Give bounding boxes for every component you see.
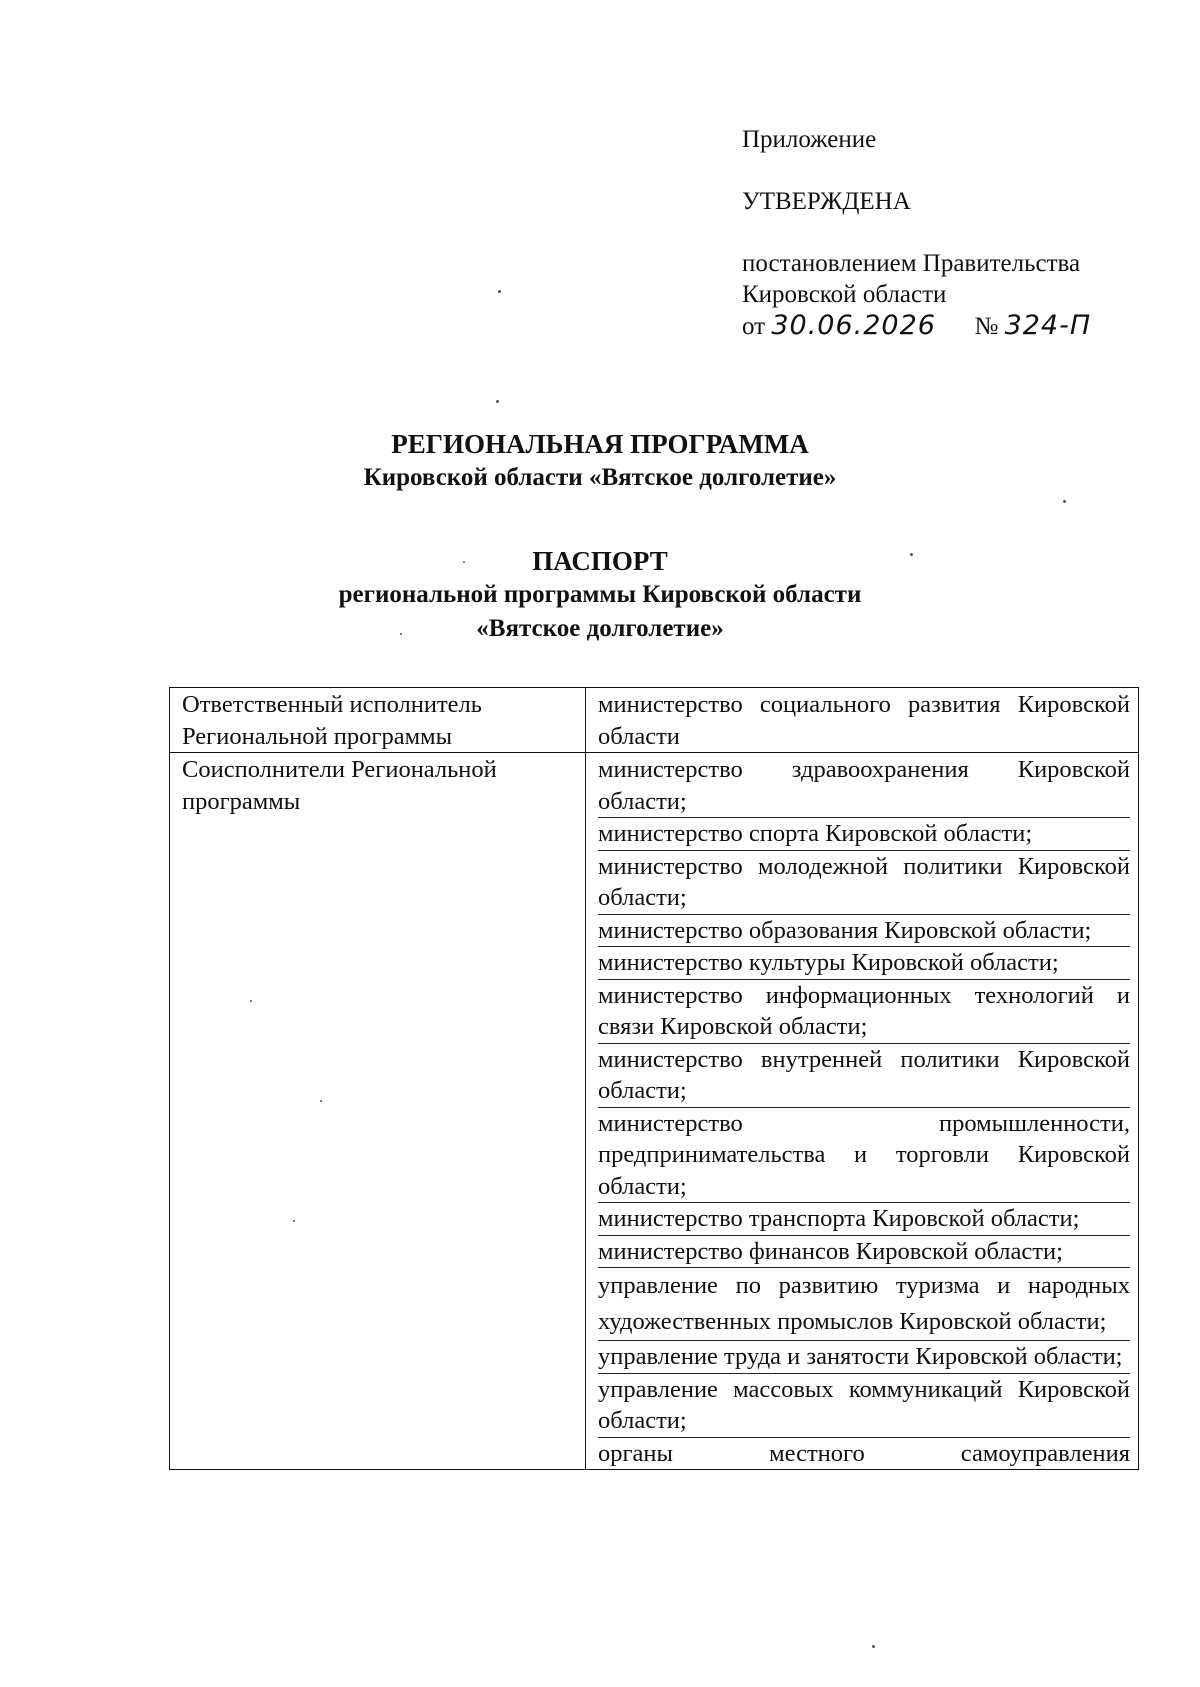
list-item: управление труда и занятости Кировской области; [598, 1340, 1130, 1373]
list-item: министерство культуры Кировской области; [598, 946, 1130, 979]
scan-speck [400, 633, 402, 635]
passport-subtitle-2: «Вятское долголетие» [476, 615, 724, 642]
program-heading [0, 427, 1200, 495]
scan-speck [1063, 500, 1066, 503]
row-value [586, 688, 1139, 753]
scan-speck [293, 1220, 295, 1222]
passport-table [169, 687, 1139, 1470]
passport-title: ПАСПОРТ [532, 546, 668, 576]
list-item: министерство молодежной политики Кировской области; [598, 850, 1130, 914]
passport-subtitle-1: региональной программы Кировской области [338, 581, 862, 608]
scan-speck [250, 1000, 252, 1002]
list-item: министерство транспорта Кировской области; [598, 1202, 1130, 1235]
decree-date-number [742, 310, 1091, 342]
scan-speck [910, 553, 913, 556]
passport-heading [0, 544, 1200, 646]
list-item: министерство информационных технологий и связи Кировской области; [598, 979, 1130, 1043]
decree-line-2: Кировской области [742, 281, 947, 308]
decree-line-1: постановлением Правительства [742, 250, 1081, 277]
table-row [170, 753, 1139, 1470]
program-subtitle: Кировской области «Вятское долголетие» [363, 464, 837, 491]
list-item: министерство здравоохранения Кировской области; [598, 756, 1130, 815]
list-item: министерство финансов Кировской области; [598, 1235, 1130, 1268]
program-title: РЕГИОНАЛЬНАЯ ПРОГРАММА [391, 429, 809, 459]
list-item: министерство внутренней политики Кировской области; [598, 1043, 1130, 1107]
list-item: органы местного самоуправления [598, 1437, 1130, 1470]
handwritten-number: 324-П [1004, 310, 1092, 341]
list-item: министерство спорта Кировской области; [598, 817, 1130, 850]
list-item: управление массовых коммуникаций Кировской области; [598, 1373, 1130, 1437]
scan-speck [320, 1100, 322, 1102]
approved-label: УТВЕРЖДЕНА [742, 188, 911, 215]
number-prefix: № [974, 313, 999, 340]
appendix-label: Приложение [742, 126, 877, 153]
scan-speck [872, 1645, 875, 1648]
table-row [170, 688, 1139, 753]
scan-speck [498, 290, 501, 293]
list-item: министерство социального развития Кировской области [598, 691, 1130, 750]
approval-block [742, 124, 1091, 342]
row-value [586, 753, 1139, 1470]
row-label: Соисполнители Региональной программы [170, 753, 586, 1470]
date-prefix: от [742, 313, 766, 340]
list-item: министерство промышленности, предпринимательства и торговли Кировской области; [598, 1107, 1130, 1203]
handwritten-date: 30.06.2026 [771, 310, 936, 341]
list-item: управление по развитию туризма и народных художественных промыслов Кировской области; [598, 1267, 1130, 1340]
scan-speck [463, 561, 465, 563]
row-label: Ответственный исполнитель Региональной программы [170, 688, 586, 753]
scan-speck [496, 400, 499, 403]
list-item: министерство образования Кировской области; [598, 914, 1130, 947]
